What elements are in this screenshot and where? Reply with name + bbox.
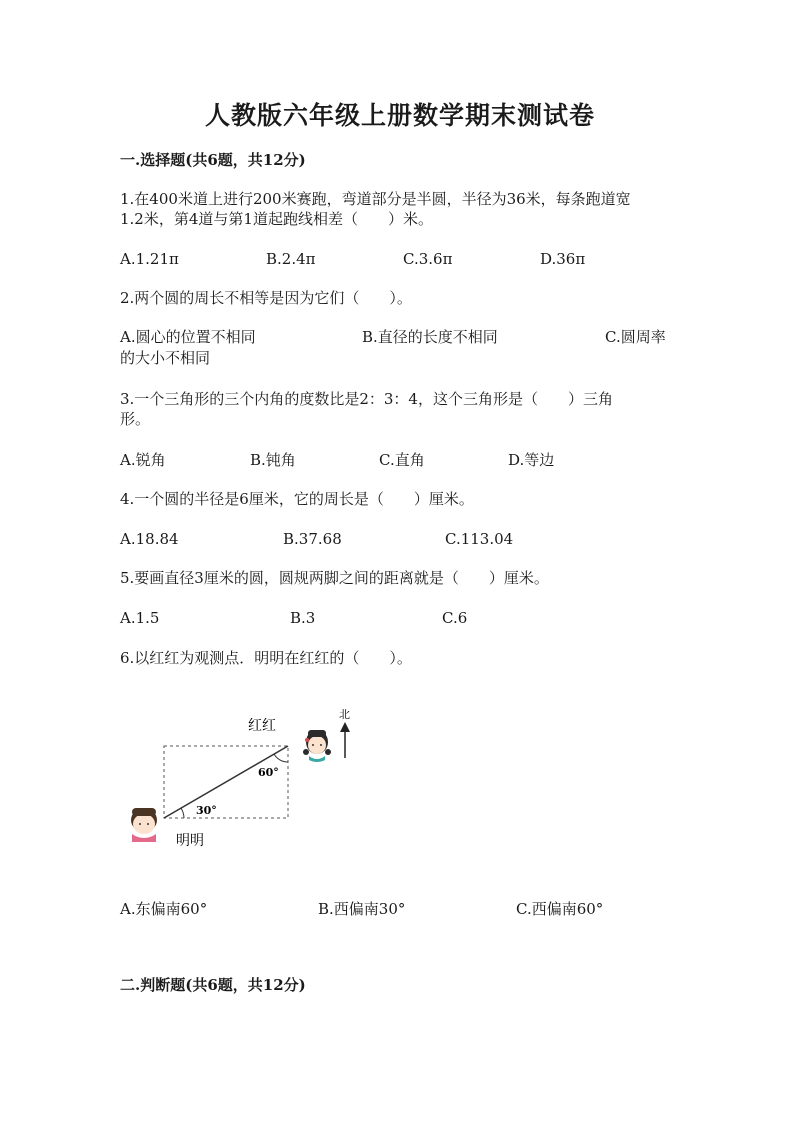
q1-option-c: C.3.6π	[403, 250, 453, 268]
q1-option-a: A.1.21π	[120, 250, 179, 268]
q1-option-d: D.36π	[540, 250, 586, 268]
direction-figure	[120, 700, 400, 860]
q1-option-b: B.2.4π	[266, 250, 316, 268]
question-2: 2.两个圆的周长不相等是因为它们（ ）。	[120, 289, 412, 307]
q6-option-c: C.西偏南60°	[516, 900, 604, 918]
q2-option-c: C.圆周率	[605, 328, 666, 346]
q4-option-c: C.113.04	[445, 530, 514, 548]
north-label: 北	[339, 708, 350, 721]
q5-option-b: B.3	[290, 609, 316, 627]
angle-arc-bottom	[181, 808, 184, 818]
north-arrow-icon	[340, 722, 350, 732]
question-3-line-2: 形。	[120, 410, 151, 428]
q2-option-b: B.直径的长度不相同	[362, 328, 498, 346]
angle-top-label: 60°	[258, 766, 279, 779]
q2-option-c-continued: 的大小不相同	[120, 349, 211, 367]
q3-option-c: C.直角	[379, 451, 425, 469]
q3-option-a: A.锐角	[120, 451, 166, 469]
question-1-line-1: 1.在400米道上进行200米赛跑，弯道部分是半圆，半径为36米，每条跑道宽	[120, 190, 631, 208]
q5-option-a: A.1.5	[120, 609, 160, 627]
question-6: 6.以红红为观测点．明明在红红的（ ）。	[120, 649, 412, 667]
sightline	[164, 746, 288, 818]
section-heading-judgment: 二.判断题(共6题，共12分)	[120, 976, 306, 994]
mingming-label: 明明	[176, 833, 204, 849]
angle-bottom-label: 30°	[196, 804, 217, 817]
mingming-figure-icon	[131, 808, 157, 842]
section-heading-choice: 一.选择题(共6题，共12分)	[120, 151, 306, 169]
q4-option-a: A.18.84	[120, 530, 179, 548]
question-3-line-1: 3.一个三角形的三个内角的度数比是2：3：4，这个三角形是（ ）三角	[120, 390, 613, 408]
question-4: 4.一个圆的半径是6厘米，它的周长是（ ）厘米。	[120, 490, 474, 508]
page-title: 人教版六年级上册数学期末测试卷	[204, 101, 595, 130]
q6-option-a: A.东偏南60°	[120, 900, 208, 918]
q3-option-b: B.钝角	[250, 451, 296, 469]
question-1-line-2: 1.2米，第4道与第1道起跑线相差（ ）米。	[120, 210, 433, 228]
q5-option-c: C.6	[442, 609, 468, 627]
q6-option-b: B.西偏南30°	[318, 900, 406, 918]
q2-option-a: A.圆心的位置不相同	[120, 328, 256, 346]
angle-arc-top	[274, 754, 288, 762]
honghong-figure-icon	[303, 730, 331, 762]
q4-option-b: B.37.68	[283, 530, 342, 548]
honghong-label: 红红	[248, 718, 276, 734]
question-5: 5.要画直径3厘米的圆，圆规两脚之间的距离就是（ ）厘米。	[120, 569, 549, 587]
q3-option-d: D.等边	[508, 451, 555, 469]
